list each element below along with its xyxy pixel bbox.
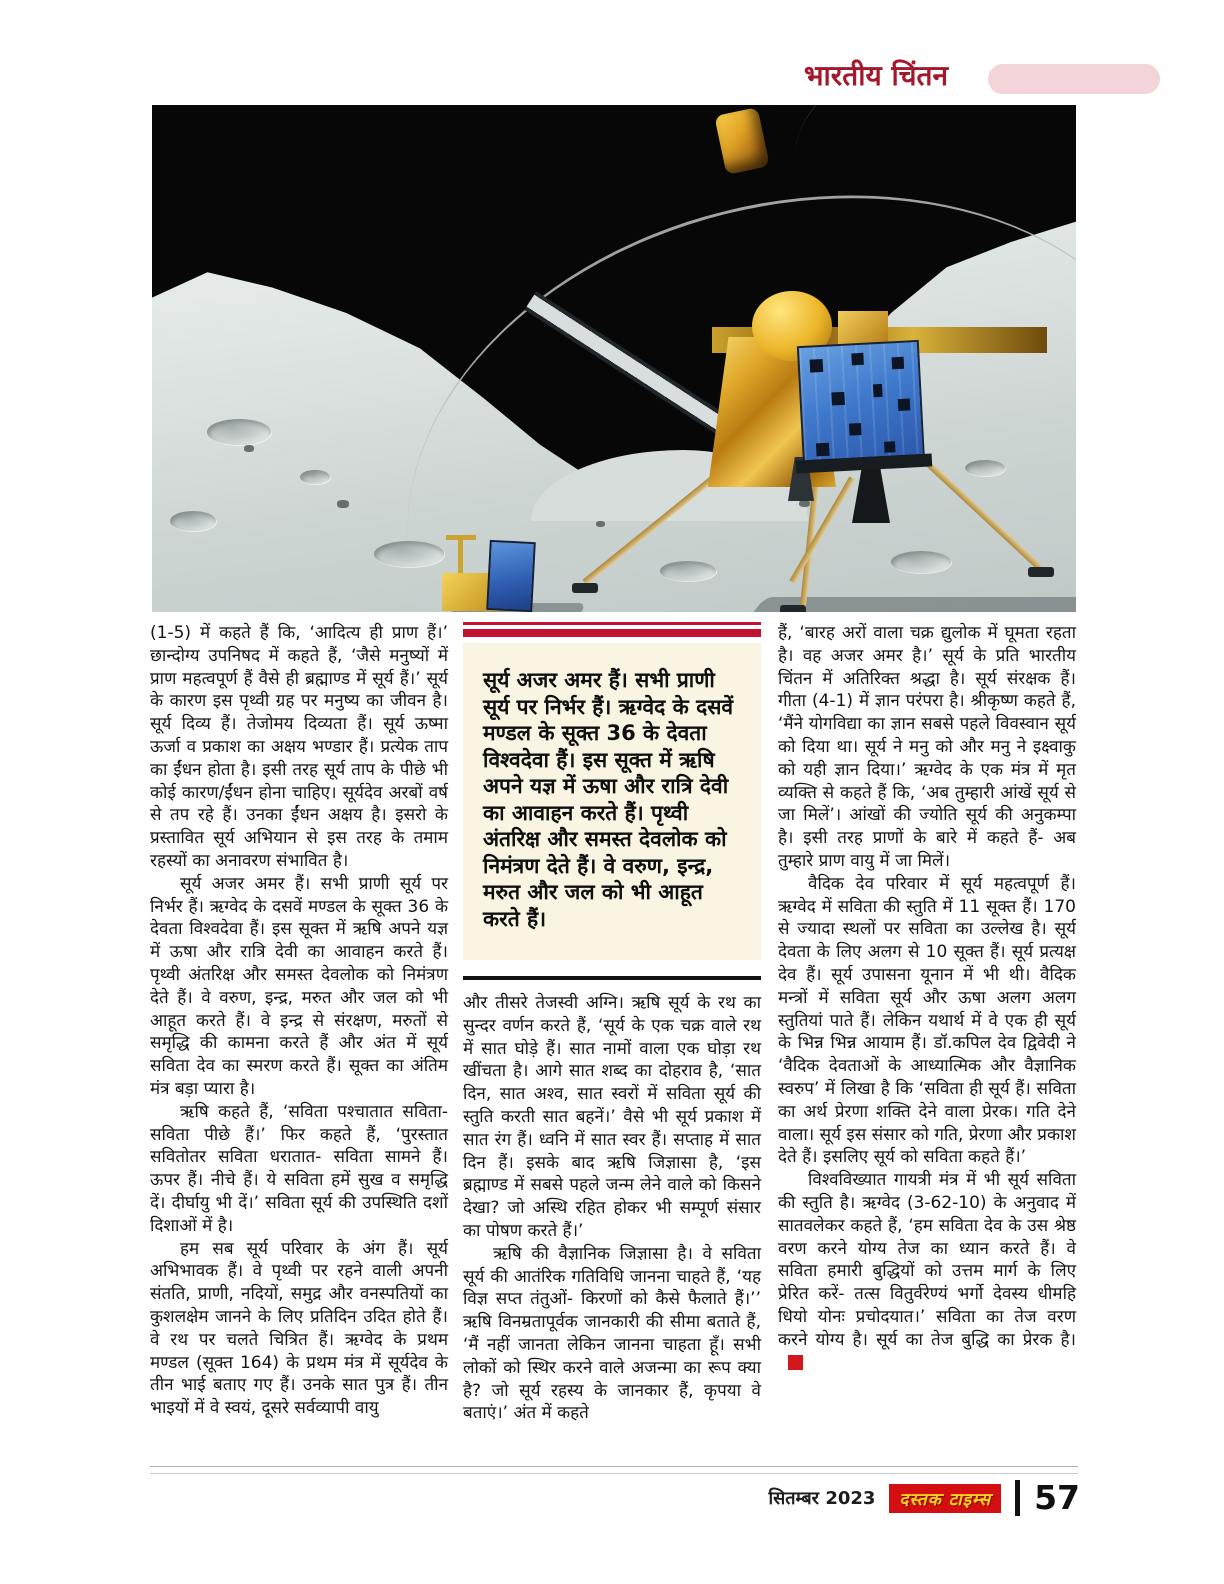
paragraph: (1-5) में कहते हैं कि, ‘आदित्य ही प्राण हैं।’ छान्दोग्य उपनिषद में कहते हैं, ‘जैसे मनुष्यों में प्राण महत्वपूर्ण हैं वैसे ही ब्रह्माण्ड में सूर्य हैं।’ सूर्य के कारण इस पृथ्वी ग्रह पर मनुष्य का जीवन है। सूर्य दिव्य हैं। तेजोमय दिव्यता हैं। सूर्य ऊष्मा ऊर्जा व प्रकाश का अक्षय भण्डार हैं। प्रत्येक ताप का ईंधन होता है। इसी तरह सूर्य ताप के पीछे भी कोई कारण/ईंधन होना चाहिए। सूर्यदेव अरबों वर्ष से तप रहे हैं। उनका ईंधन अक्षय है। इसरो के प्रस्तावित सूर्य अभियान से इस तरह के तमाम रहस्यों का अनावरण संभावित है। [150, 623, 448, 871]
lander-solar-panel [797, 340, 925, 470]
footer-divider [150, 1466, 1078, 1467]
orbiter-spacecraft [714, 107, 770, 175]
pull-quote-box [463, 643, 761, 960]
panel-cell [884, 441, 896, 453]
right-column [778, 622, 1076, 1374]
footer [768, 1480, 1080, 1516]
lander-footpad [572, 583, 598, 593]
crater [170, 511, 216, 531]
rover-mast-bar [446, 535, 476, 540]
panel-cell [873, 384, 883, 397]
quote-rule-thick [463, 629, 761, 637]
magazine-logo: दस्तक टाइम्स [889, 1484, 1001, 1513]
panel-cell [816, 443, 830, 457]
left-column [150, 622, 448, 1420]
rock [337, 500, 349, 508]
paragraph [778, 1169, 1076, 1374]
panel-cell [849, 423, 862, 436]
rover-mast [458, 535, 463, 577]
paragraph-text: विश्वविख्यात गायत्री मंत्र में भी सूर्य सविता की स्तुति है। ऋग्वेद (3-62-10) के अनुवाद में सातवलेकर कहते हैं, ‘हम सविता देव के उस श्रेष्ठ वरण करने योग्य तेज का ध्यान करते हैं। वे सविता हमारी बुद्धियों को उत्तम मार्ग के लिए प्रेरित करें- तत्स वितुर्वरेण्यं भर्गो देवस्य धीमहि धियो योनः प्रचोदयात।’ सविता का तेज वरण करने योग्य है। सूर्य का तेज बुद्धि का प्रेरक है। [778, 1170, 1076, 1350]
pull-quote-text: सूर्य अजर अमर हैं। सभी प्राणी सूर्य पर निर्भर हैं। ऋग्वेद के दसवें मण्डल के सूक्त 36 के देवता विश्वदेवा हैं। इस सूक्त में ऋषि अपने यज्ञ में ऊषा और रात्रि देवी का आवाहन करते हैं। पृथ्वी अंतरिक्ष और समस्त देवलोक को निमंत्रण देते हैं। वे वरुण, इन्द्र, मरुत और जल को भी आहूत करते हैं। [483, 668, 734, 931]
section-title: भारतीय चिंतन [803, 59, 948, 92]
quote-rule-thin [463, 622, 761, 625]
footer-divider [150, 1473, 1078, 1474]
lander-footpad [1028, 567, 1054, 577]
panel-cell [892, 357, 905, 370]
moon-lander-photo [152, 105, 1076, 612]
rock [244, 445, 254, 452]
issue-date: सितम्बर 2023 [768, 1488, 876, 1509]
paragraph: और तीसरे तेजस्वी अग्नि। ऋषि सूर्य के रथ का सुन्दर वर्णन करते हैं, ‘सूर्य के एक चक्र वाले रथ में सात घोड़े हैं। सात नामों वाला एक घोड़ा रथ खींचता है। आगे सात शब्द का दोहराव है, ‘सात दिन, सात अश्व, सात स्वरों में सविता सूर्य की स्तुति करती सात बहनें।’ वैसे भी सूर्य प्रकाश में सात रंग हैं। ध्वनि में सात स्वर हैं। सप्ताह में सात दिन हैं। इसके बाद ऋषि जिज्ञासा है, ‘इस ब्रह्माण्ड में सबसे पहले जन्म लेने वाले को किसने देखा? जो अस्थि रहित होकर भी सम्पूर्ण संसार का पोषण करते हैं।’ [463, 993, 761, 1241]
header-pill-decoration [988, 64, 1160, 94]
page-number: 57 [1034, 1478, 1080, 1517]
crater [300, 470, 330, 484]
page-number-divider [1015, 1480, 1020, 1516]
rover-solar-panel [486, 540, 536, 612]
paragraph: वैदिक देव परिवार में सूर्य महत्वपूर्ण हैं। ऋग्वेद में सविता की स्तुति में 11 सूक्त हैं। 170 से ज्यादा स्थलों पर सविता का उल्लेख है। सूर्य देवता के लिए अलग से 10 सूक्त हैं। सूर्य प्रत्यक्ष देव हैं। सूर्य उपासना यूनान में भी थी। वैदिक मन्त्रों में सविता सूर्य और ऊषा अलग अलग स्तुतियां पाते हैं। लेकिन यथार्थ में वे एक ही सूर्य के भिन्न भिन्न आयाम हैं। डॉ.कपिल देव द्विवेदी ने ‘वैदिक देवताओं के आध्यात्मिक और वैज्ञानिक स्वरुप’ में लिखा है कि ‘सविता ही सूर्य हैं। सविता का अर्थ प्रेरणा शक्ति देने वाला प्रेरक। गति देने वाला। सूर्य इस संसार को गति, प्रेरणा और प्रकाश देते हैं। इसलिए सूर्य को सविता कहते हैं।’ [778, 873, 1076, 1168]
paragraph: हम सब सूर्य परिवार के अंग हैं। सूर्य अभिभावक हैं। वे पृथ्वी पर रहने वाली अपनी संतति, प्राणी, नदियों, समुद्र और वनस्पतियों का कुशलक्षेम जानने के लिए प्रतिदिन उदित होते हैं। वे रथ पर चलते चित्रित हैं। ऋग्वेद के प्रथम मण्डल (सूक्त 164) के प्रथम मंत्र में सूर्यदेव के तीन भाई बताए गए हैं। उनके सात पुत्र हैं। तीन भाइयों में वे स्वयं, दूसरे सर्वव्यापी वायु [150, 1238, 448, 1419]
paragraph: ऋषि कहते हैं, ‘सविता पश्चातात सविता- सविता पीछे हैं।’ फिर कहते हैं, ‘पुरस्तात सवितोतर सविता धरातात- सविता सामने हैं। ऊपर हैं। नीचे हैं। ये सविता हमें सुख व समृद्धि दें। दीर्घायु भी दें।’ सविता सूर्य की उपस्थिति दशों दिशाओं में है। [150, 1101, 448, 1236]
paragraph: सूर्य अजर अमर हैं। सभी प्राणी सूर्य पर निर्भर हैं। ऋग्वेद के दसवें मण्डल के सूक्त 36 के देवता विश्वदेवा हैं। इस सूक्त में ऋषि अपने यज्ञ में ऊषा और रात्रि देवी का आवाहन करते हैं। पृथ्वी अंतरिक्ष और समस्त देवलोक को निमंत्रण देते हैं। वे वरुण, इन्द्र, मरुत और जल को भी आहूत करते हैं। वे इन्द्र से संरक्षण, मरुतों से समृद्धि की कामना करते हैं और अंत में सूर्य सविता देव का स्मरण करते हैं। सूक्त का अंतिम मंत्र बड़ा प्यारा है। [150, 873, 448, 1099]
paragraph: ऋषि की वैज्ञानिक जिज्ञासा है। वे सविता सूर्य की आतंरिक गतिविधि जानना चाहते हैं, ‘यह विज्ञ सप्त तंतुओं- किरणों को कैसे फैलाते हैं।’’ ऋषि विनम्रतापूर्वक जानकारी की सीमा बताते हैं, ‘मैं नहीं जानता लेकिन जानना चाहता हूँ। सभी लोकों को स्थिर करने वाले अजन्मा का रूप क्या है? जो सूर्य रहस्य के जानकार हैं, कृपया वे बताएं।’ अंत में कहते [463, 1243, 761, 1424]
panel-cell [810, 359, 824, 373]
panel-cell [851, 353, 864, 366]
panel-cell [898, 398, 911, 411]
middle-column [463, 622, 761, 1425]
quote-bottom-rule [463, 976, 761, 980]
panel-cell [831, 392, 845, 406]
lander-footpad [780, 605, 806, 612]
paragraph: हैं, ‘बारह अरों वाला चक्र द्युलोक में घूमता रहता है। वह अजर अमर है।’ सूर्य के प्रति भारतीय चिंतन में अतिरिक्त श्रद्धा है। सूर्य संरक्षक हैं। गीता (4-1) में ज्ञान परंपरा है। श्रीकृष्ण कहते हैं, ‘मैंने योगविद्या का ज्ञान सबसे पहले विवस्वान सूर्य को दिया था। सूर्य ने मनु को और मनु ने इक्ष्वाकु को यही ज्ञान दिया।’ ऋग्वेद के एक मंत्र में मृत व्यक्ति से कहते हैं कि, ‘अब तुम्हारी आंखें सूर्य से जा मिलें’। आंखों की ज्योति सूर्य की अनुकम्पा है। इसी तरह प्राणों के बारे में कहते हैं- अब तुम्हारे प्राण वायु में जा मिलें। [778, 623, 1076, 871]
article-end-marker [788, 1355, 803, 1370]
